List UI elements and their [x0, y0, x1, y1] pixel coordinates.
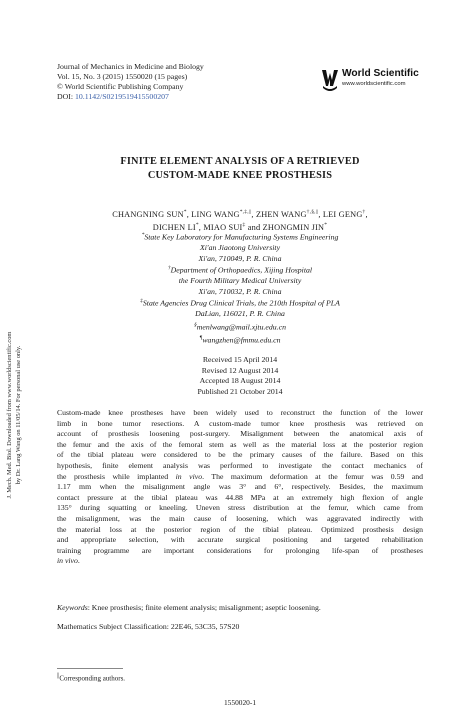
- author-mark: †,§,||: [306, 209, 319, 215]
- abstract-line: the material loss at the posterior region of the tibial plateau. Optimized prosthesis design: [57, 524, 423, 534]
- affiliation-line: [57, 296, 423, 309]
- affiliation-line: Xi'an, 710032, P. R. China: [198, 286, 282, 296]
- affiliation-line: [57, 263, 423, 276]
- date-revised: Revised 12 August 2014: [201, 365, 279, 375]
- paper-title: [57, 155, 423, 183]
- author-name: LING WANG: [191, 209, 240, 219]
- publication-dates: [57, 355, 423, 397]
- author-name: LEI GENG: [322, 209, 363, 219]
- author-mark: *: [195, 221, 199, 228]
- affiliation-3: [57, 296, 423, 346]
- author-line-1: CHANGNING SUN*, LING WANG*,‡,||, ZHEN WANG†,§,||, LEI GENG†,: [112, 209, 368, 219]
- journal-volume: Vol. 15, No. 3 (2015) 1550020 (15 pages): [57, 71, 188, 81]
- affiliation-line: Xi'an Jiaotong University: [199, 243, 281, 253]
- email-link[interactable]: wangzhen@fmmu.edu.cn: [202, 335, 281, 345]
- author-conjunction: and: [247, 222, 261, 232]
- author-mark: †: [362, 209, 366, 215]
- abstract: [57, 408, 423, 567]
- affiliation-line: [57, 230, 423, 243]
- publisher-logo[interactable]: [320, 66, 460, 94]
- author-mark: ‡: [242, 221, 246, 228]
- abstract-line: account of prosthesis loosening post-surgery. Misalignment between the anatomical axis of: [57, 429, 423, 439]
- journal-name: Journal of Mechanics in Medicine and Biology: [57, 62, 204, 71]
- date-received: Received 15 April 2014: [202, 355, 278, 364]
- abstract-line: training programme are important considerations for prolonging life-span of prostheses: [57, 545, 423, 555]
- journal-doi: [57, 92, 257, 102]
- publisher-url: www.worldscientific.com: [342, 81, 406, 87]
- keywords: [57, 603, 423, 614]
- ws-logo-icon: [320, 66, 340, 92]
- author-name: DICHEN LI: [152, 222, 196, 232]
- affiliation-1: [57, 230, 423, 264]
- journal-header: [57, 62, 257, 102]
- abstract-line: in vivo.: [57, 556, 80, 566]
- doi-label: DOI:: [57, 91, 75, 101]
- email-mark: §: [194, 321, 197, 328]
- email-line: [57, 333, 423, 346]
- keywords-label: Keywords: [57, 603, 88, 612]
- abstract-line: the femur and the axis of the femoral stem as well as the material loss at the posterior region: [57, 439, 423, 449]
- date-accepted: Accepted 18 August 2014: [199, 376, 281, 385]
- email-line: [57, 320, 423, 333]
- author-mark: *: [183, 209, 187, 215]
- affiliation-mark: *: [141, 232, 145, 238]
- publisher-name: World Scientific: [342, 68, 419, 79]
- affiliation-2: [57, 263, 423, 297]
- download-stamp-line-1: J. Mech. Med. Biol. Downloaded from www.worldscientific.com: [6, 331, 13, 499]
- footnote-rule: [57, 668, 123, 669]
- download-stamp-line-2: by Dr. Lang Wang on 11/05/14. For personal use only.: [14, 345, 22, 485]
- author-name: ZHEN WANG: [255, 209, 307, 219]
- journal-copyright: © World Scientific Publishing Company: [57, 81, 184, 91]
- author-name: CHANGNING SUN: [112, 209, 184, 219]
- author-name: MIAO SUI: [203, 222, 243, 232]
- footnote-mark: ||: [57, 673, 60, 679]
- abstract-line: of the tibial plateau were considered to be the primary causes of the failure. Based on this: [57, 450, 423, 460]
- abstract-line: hypothesis, finite element analysis was performed to investigate the contact mechanics of: [57, 460, 423, 470]
- abstract-line: contact pressure at the tibial plateau was 44.88 MPa at an extremely high flexion of angle: [57, 492, 423, 502]
- keywords-text: : Knee prosthesis; finite element analysis; misalignment; aseptic loosening.: [87, 603, 321, 612]
- author-mark: *: [324, 221, 328, 228]
- author-line-2: DICHEN LI*, MIAO SUI‡ and ZHONGMIN JIN*: [152, 221, 328, 232]
- title-line-2: CUSTOM-MADE KNEE PROSTHESIS: [147, 170, 333, 181]
- page-number: 1550020-1: [223, 698, 257, 707]
- affiliation-text: State Agencies Drug Clinical Trials, the 210th Hospital of PLA: [142, 298, 340, 308]
- author-name: ZHONGMIN JIN: [262, 222, 325, 232]
- doi-link[interactable]: 10.1142/S0219519415500207: [74, 91, 169, 101]
- affiliation-text: State Key Laboratory for Manufacturing Systems Engineering: [144, 232, 339, 242]
- download-stamp: [6, 250, 34, 580]
- affiliation-line: the Fourth Military Medical University: [178, 276, 302, 286]
- abstract-line: limb in bone tumor resections. A custom-made tumor knee prosthesis was retrieved on: [57, 418, 423, 428]
- affiliation-line: DaLian, 116021, P. R. China: [195, 309, 285, 319]
- abstract-line: the prosthesis while implanted in vivo. The maximum deformation at the femur was 0.59 and: [57, 471, 423, 481]
- abstract-line: Custom-made knee prostheses have been widely used to reconstruct the function of the lower: [57, 408, 423, 417]
- abstract-line: the misalignment, was the main cause of loosening, which was aggravated indirectly with: [57, 513, 423, 523]
- email-link[interactable]: menlwang@mail.xjtu.edu.cn: [196, 322, 286, 332]
- affiliation-mark: †: [167, 265, 171, 271]
- abstract-line: 1.17 mm when the misalignment angle was 3° and 6°, respectively. Besides, the maximum: [57, 482, 423, 492]
- abstract-line: and appropriate selection, with accurate surgical positioning and targeted rehabilitation: [57, 535, 423, 545]
- affiliation-line: Xi'an, 710049, P. R. China: [198, 253, 282, 263]
- footnote-text: Corresponding authors.: [59, 674, 126, 683]
- footnote: [57, 672, 423, 683]
- email-mark: ¶: [199, 334, 203, 341]
- affiliation-text: Department of Orthopaedics, Xijing Hospital: [170, 265, 313, 275]
- author-mark: *,‡,||: [239, 209, 252, 215]
- date-published: Published 21 October 2014: [197, 386, 283, 396]
- title-line-1: FINITE ELEMENT ANALYSIS OF A RETRIEVED: [120, 156, 360, 167]
- affiliation-mark: ‡: [140, 298, 143, 304]
- subject-classification: Mathematics Subject Classification: 22E46, 53C35, 57S20: [57, 622, 240, 631]
- abstract-line: 135° during squatting or kneeling. Uneven stress distribution at the femur, which came from: [57, 503, 423, 513]
